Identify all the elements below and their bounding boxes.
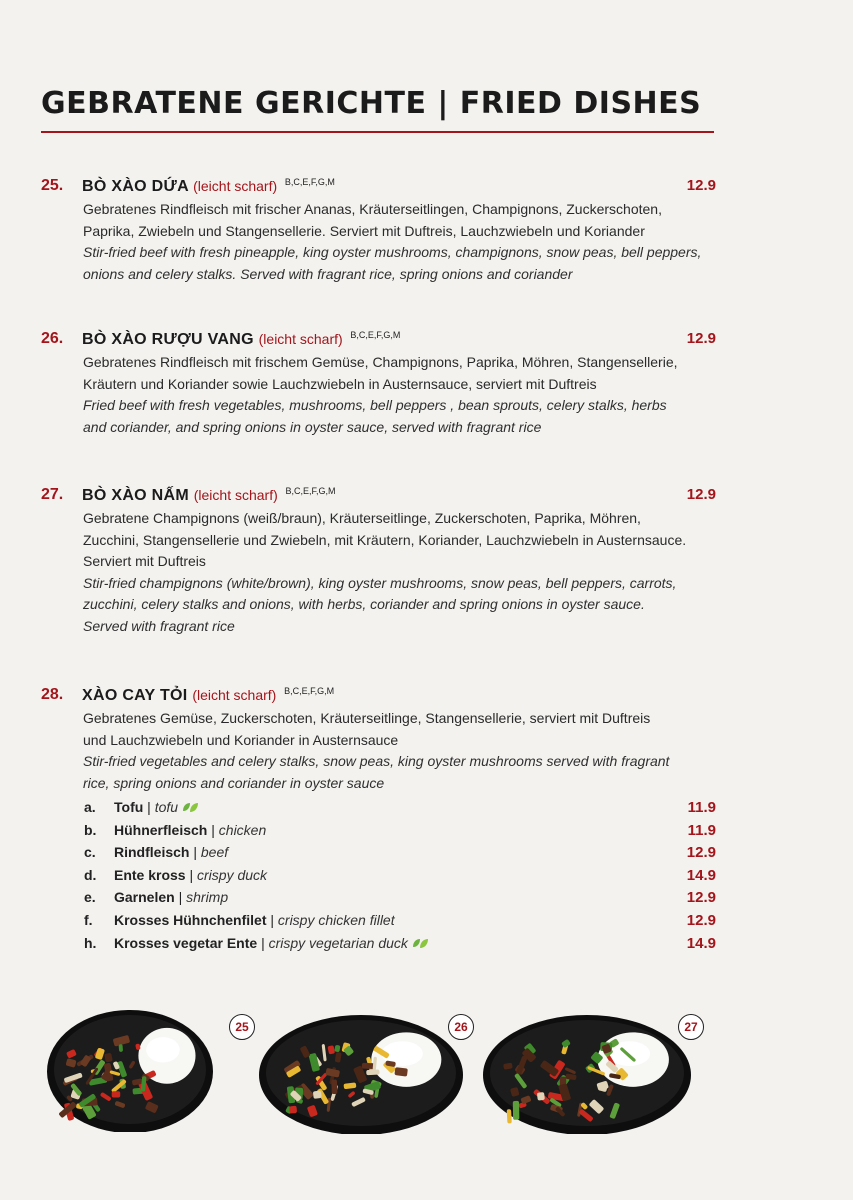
variant-row: [84, 820, 716, 843]
spice-level: (leicht scharf): [192, 687, 277, 703]
variant-name-en: tofu: [154, 799, 179, 815]
variant-price: 11.9: [687, 821, 716, 839]
dish-number: 27.: [41, 486, 64, 503]
variant-label: [114, 822, 266, 838]
variant-list: [84, 797, 716, 955]
allergen-codes: B,C,E,F,G,M: [285, 486, 336, 496]
description-en-line: Fried beef with fresh vegetables, mushrooms, bell peppers , bean sprouts, celery stalks, herbs: [83, 397, 667, 413]
plate-number-badge: 25: [229, 1014, 255, 1040]
dish-photo: [482, 1010, 692, 1134]
variant-row: [84, 842, 716, 865]
dish-name-text: BÒ XÀO NẤM: [82, 487, 189, 504]
variant-name-de: Krosses vegetar Ente: [114, 934, 258, 951]
variant-name-en: shrimp: [186, 889, 229, 906]
description-de-line: und Lauchzwiebeln und Koriander in Austernsauce: [83, 731, 399, 748]
dish-price: 12.9: [686, 330, 716, 347]
variant-label: [114, 844, 228, 860]
plate-number-badge: 27: [678, 1014, 704, 1040]
dish-name: [82, 686, 334, 705]
variant-price: 14.9: [686, 934, 716, 952]
variant-letter: e.: [84, 889, 96, 906]
variant-price: 11.9: [687, 799, 716, 816]
variant-letter: a.: [84, 799, 96, 815]
dish-item: [41, 486, 716, 637]
page-title: GEBRATENE GERICHTE | FRIED DISHES: [41, 86, 702, 121]
dish-number: 26.: [41, 330, 64, 347]
variant-price: 12.9: [686, 889, 716, 907]
separator: |: [211, 821, 215, 838]
description-en-line: rice, spring onions and coriander in oyster sauce: [83, 774, 385, 791]
variant-name-en: crispy chicken fillet: [277, 911, 395, 928]
description-de-line: Paprika, Zwiebeln und Stangensellerie. Serviert mit Duftreis, Lauchzwiebeln und Koriander: [83, 222, 645, 239]
dish-header: [41, 486, 716, 508]
description-de-line: Kräutern und Koriander sowie Lauchzwiebeln in Austernsauce, serviert mit Duftreis: [83, 375, 597, 392]
allergen-codes: B,C,E,F,G,M: [284, 686, 335, 696]
allergen-codes: B,C,E,F,G,M: [350, 330, 401, 340]
vegetarian-leaf-icon: [182, 801, 199, 814]
variant-letter: h.: [84, 934, 97, 951]
description-en-line: onions and celery stalks. Served with fragrant rice, spring onions and coriander: [83, 265, 573, 282]
dish-name: [82, 177, 335, 196]
variant-label: [114, 799, 199, 815]
separator: |: [270, 911, 275, 928]
plate-number-badge: 26: [448, 1014, 474, 1040]
variant-row: [84, 933, 716, 956]
variant-row: [84, 910, 716, 933]
description-de-line: Gebratenes Rindfleisch mit frischer Ananas, Kräuterseitlingen, Champignons, Zuckerschoten,: [83, 201, 662, 217]
separator: |: [178, 889, 183, 906]
description-de-line: Zucchini, Stangensellerie und Zwiebeln, mit Kräutern, Koriander, Lauchzwiebeln in Austernsauce.: [83, 531, 687, 548]
title-divider: [41, 131, 714, 133]
variant-price: 14.9: [686, 866, 716, 884]
dish-item: [41, 177, 716, 285]
dish-price: 12.9: [686, 486, 716, 503]
separator: |: [193, 844, 197, 861]
dish-name-text: BÒ XÀO RƯỢU VANG: [82, 331, 254, 348]
spice-level: (leicht scharf): [193, 178, 278, 194]
variant-name-en: crispy duck: [197, 866, 268, 883]
description-de-line: Gebratene Champignons (weiß/braun), Kräuterseitlinge, Zuckerschoten, Paprika, Möhren,: [83, 510, 641, 526]
description-en-line: Served with fragrant rice: [83, 617, 235, 634]
dish-number: 25.: [41, 177, 64, 194]
dish-item: [41, 686, 716, 794]
variant-label: [114, 867, 267, 883]
description-en-line: and coriander, and spring onions in oyster sauce, served with fragrant rice: [83, 418, 542, 435]
spice-level: (leicht scharf): [193, 487, 278, 503]
variant-name-de: Hühnerfleisch: [114, 821, 208, 838]
dish-item: [41, 330, 716, 438]
variant-row: [84, 865, 716, 888]
allergen-codes: B,C,E,F,G,M: [284, 177, 335, 187]
variant-letter: b.: [84, 821, 97, 838]
dish-photo: [258, 1010, 464, 1134]
variant-row: [84, 887, 716, 910]
dish-price: 12.9: [686, 177, 716, 194]
dish-header: [41, 330, 716, 352]
variant-label: [114, 935, 429, 951]
dish-number: 28.: [41, 686, 64, 703]
dish-header: [41, 177, 716, 199]
variant-label: [114, 889, 228, 905]
variant-name-en: beef: [200, 844, 229, 861]
description-de-line: Gebratenes Gemüse, Zuckerschoten, Kräuterseitlinge, Stangensellerie, serviert mit Duftreis: [83, 710, 651, 726]
variant-letter: c.: [84, 844, 96, 861]
separator: |: [147, 799, 151, 815]
variant-price: 12.9: [686, 911, 716, 929]
variant-name-de: Krosses Hühnchenfilet: [114, 911, 267, 928]
variant-name-en: chicken: [218, 821, 267, 838]
separator: |: [189, 866, 194, 883]
variant-name-en: crispy vegetarian duck: [268, 934, 408, 951]
variant-row: [84, 797, 716, 820]
description-en-line: Stir-fried beef with fresh pineapple, king oyster mushrooms, champignons, snow peas, bell peppers,: [83, 244, 702, 260]
dish-name-text: XÀO CAY TỎI: [82, 687, 188, 704]
description-en-line: zucchini, celery stalks and onions, with herbs, coriander and spring onions in oyster sauce.: [83, 596, 645, 612]
dish-name-text: BÒ XÀO DỨA: [82, 178, 189, 195]
dish-photo: [46, 1005, 214, 1132]
description-en-line: Stir-fried champignons (white/brown), king oyster mushrooms, snow peas, bell peppers, carrots,: [83, 574, 677, 591]
description-de-line: Gebratenes Rindfleisch mit frischem Gemüse, Champignons, Paprika, Möhren, Stangensellerie,: [83, 354, 678, 370]
separator: |: [261, 934, 265, 951]
dish-name: [82, 330, 400, 349]
variant-name-de: Ente kross: [114, 866, 186, 883]
variant-name-de: Rindfleisch: [114, 844, 190, 861]
variant-letter: d.: [84, 866, 97, 883]
vegetarian-leaf-icon: [412, 937, 429, 950]
dish-header: [41, 686, 716, 708]
variant-name-de: Garnelen: [114, 889, 175, 906]
dish-name: [82, 486, 336, 505]
variant-price: 12.9: [686, 844, 716, 862]
description-de-line: Serviert mit Duftreis: [83, 553, 206, 569]
variant-label: [114, 912, 395, 928]
variant-name-de: Tofu: [114, 799, 144, 815]
spice-level: (leicht scharf): [258, 331, 343, 347]
description-en-line: Stir-fried vegetables and celery stalks, snow peas, king oyster mushrooms served with fragrant: [83, 753, 670, 769]
variant-letter: f.: [84, 911, 93, 928]
